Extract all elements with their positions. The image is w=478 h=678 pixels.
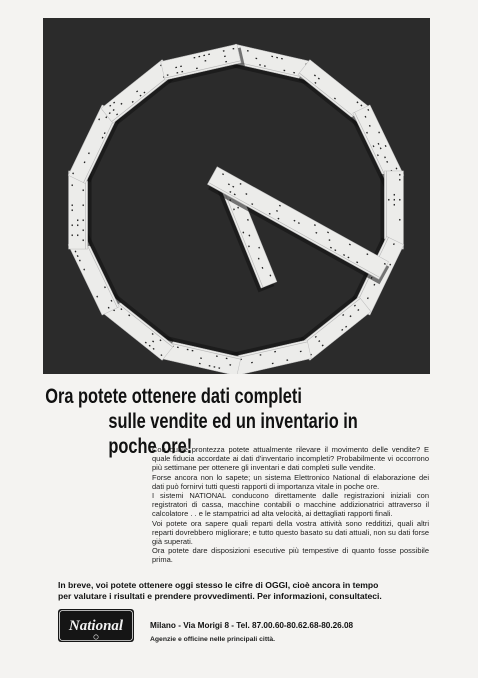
closing-statement xyxy=(58,580,430,602)
logo-wordmark: National xyxy=(68,618,124,634)
headline-line-2: sulle vendite ed un inventario in poche ore! xyxy=(108,410,358,458)
footer-agencies: Agenzie e officine nelle principali città. xyxy=(150,636,276,643)
body-paragraph-3: I sistemi NATIONAL conducono direttamente dalle registrazioni iniziali con registratori di cassa, macchine contabili o macchine addizionatrici attraverso il calcolatore . . e le stampatrici ad alta velocità, ai dettagliati rapporti finali. xyxy=(152,491,429,519)
body-paragraph-1: Con quale prontezza potete attualmente rilevare il movimento delle vendite? E quale fiducia accordate ai dati d'inventario incompleti? Probabilmente vi occorrono più settimane per ottenere gli inventari e dati completi sulle vendite. xyxy=(152,445,429,473)
headline-line-1: Ora potete ottenere dati completi xyxy=(45,385,302,408)
national-logo-emblem xyxy=(58,609,134,642)
national-logo xyxy=(58,609,134,642)
clock-ring-card xyxy=(161,44,245,84)
clock-ring-card xyxy=(227,336,311,374)
closing-line-2: per valutare i risultati e prendere provvedimenti. Per informazioni, consultateci. xyxy=(58,591,382,601)
body-paragraph-5: Ora potete dare disposizioni esecutive più tempestive di quanto fosse possibile prima. xyxy=(152,546,429,565)
punched-card-clock-icon xyxy=(43,18,430,374)
body-paragraph-4: Voi potete ora sapere quali reparti della vostra attività sono redditizi, quali altri reparti dovrebbero migliorare; e tutto questo basato su dati attuali, non su dati forse già superati. xyxy=(152,518,429,547)
body-copy xyxy=(152,445,429,565)
body-paragraph-2: Forse ancora non lo sapete; un sistema Elettronico National di elaborazione dei dati può fornirvi tutti questi rapporti di importanza vitale in poche ore. xyxy=(152,472,429,491)
closing-line-1: In breve, voi potete ottenere oggi stesso le cifre di OGGI, cioè ancora in tempo xyxy=(58,580,379,590)
punched-card-clock-photo xyxy=(43,18,430,374)
footer-address: Milano - Via Morigi 8 - Tel. 87.00.60-80.62.68-80.26.08 xyxy=(150,621,354,630)
